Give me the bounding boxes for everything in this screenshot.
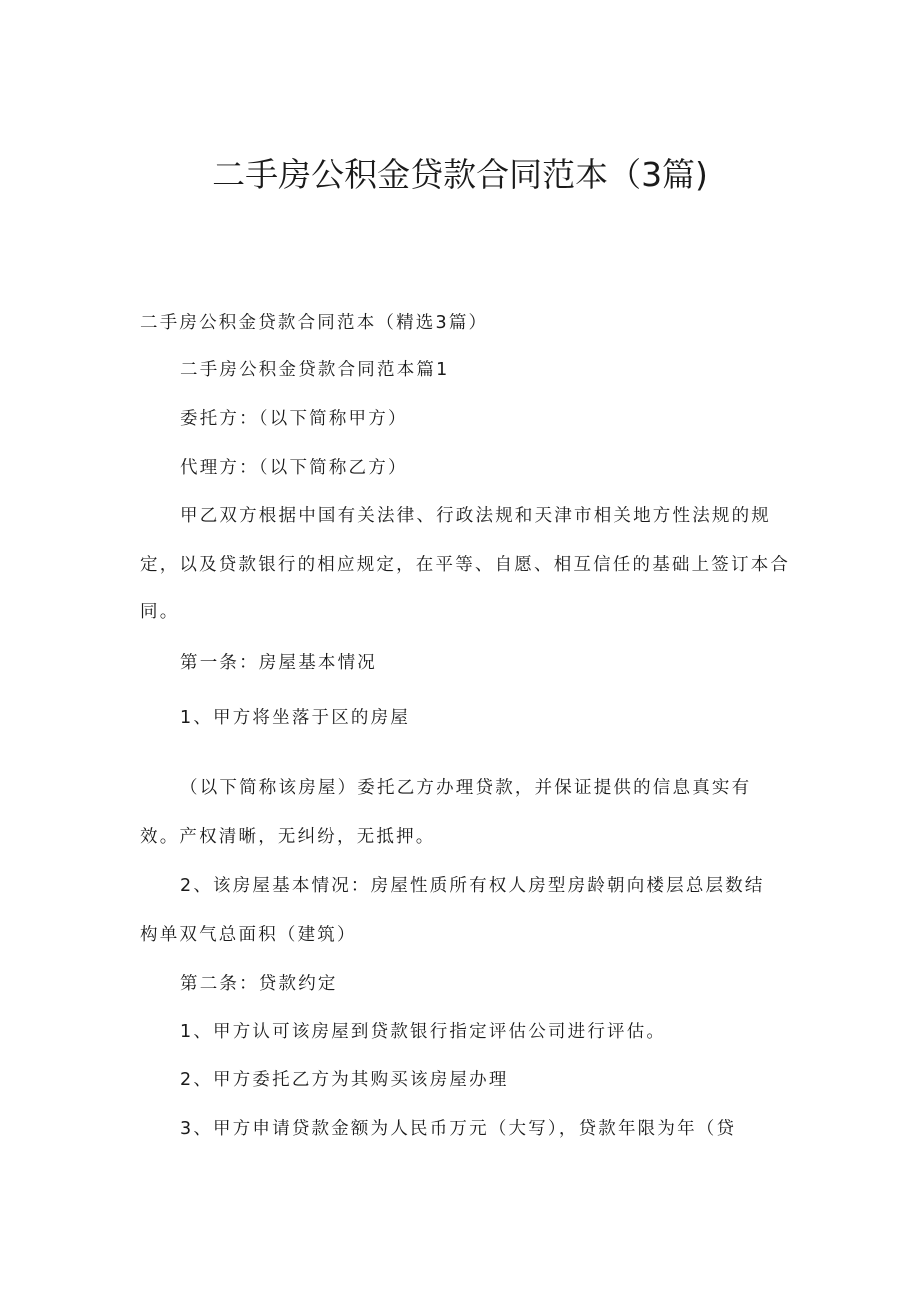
clause-line: 3、甲方申请贷款金额为人民币万元（大写），贷款年限为年（贷 [180, 1119, 737, 1139]
section-heading: 二手房公积金贷款合同范本篇1 [180, 360, 450, 380]
paragraph-line: （以下简称该房屋）委托乙方办理贷款，并保证提供的信息真实有 [180, 778, 752, 798]
document-title: 二手房公积金贷款合同范本（3篇) [212, 155, 708, 194]
paragraph-line: 效。产权清晰，无纠纷，无抵押。 [140, 827, 436, 847]
clause-line: 2、该房屋基本情况：房屋性质所有权人房型房龄朝向楼层总层数结 [180, 876, 765, 896]
paragraph-line: 构单双气总面积（建筑） [140, 925, 357, 945]
party-agent: 代理方：（以下简称乙方） [180, 458, 408, 478]
paragraph-line: 同。 [140, 602, 180, 622]
paragraph-line: 定，以及贷款银行的相应规定，在平等、自愿、相互信任的基础上签订本合 [140, 555, 791, 575]
article-heading: 第二条：贷款约定 [180, 974, 338, 994]
clause-line: 2、甲方委托乙方为其购买该房屋办理 [180, 1070, 509, 1090]
clause-line: 1、甲方将坐落于区的房屋 [180, 708, 411, 728]
subtitle-line: 二手房公积金贷款合同范本（精选3篇） [140, 313, 489, 333]
paragraph-line: 甲乙双方根据中国有关法律、行政法规和天津市相关地方性法规的规 [180, 506, 771, 526]
clause-line: 1、甲方认可该房屋到贷款银行指定评估公司进行评估。 [180, 1022, 667, 1042]
party-principal: 委托方：（以下简称甲方） [180, 409, 408, 429]
article-heading: 第一条：房屋基本情况 [180, 653, 377, 673]
